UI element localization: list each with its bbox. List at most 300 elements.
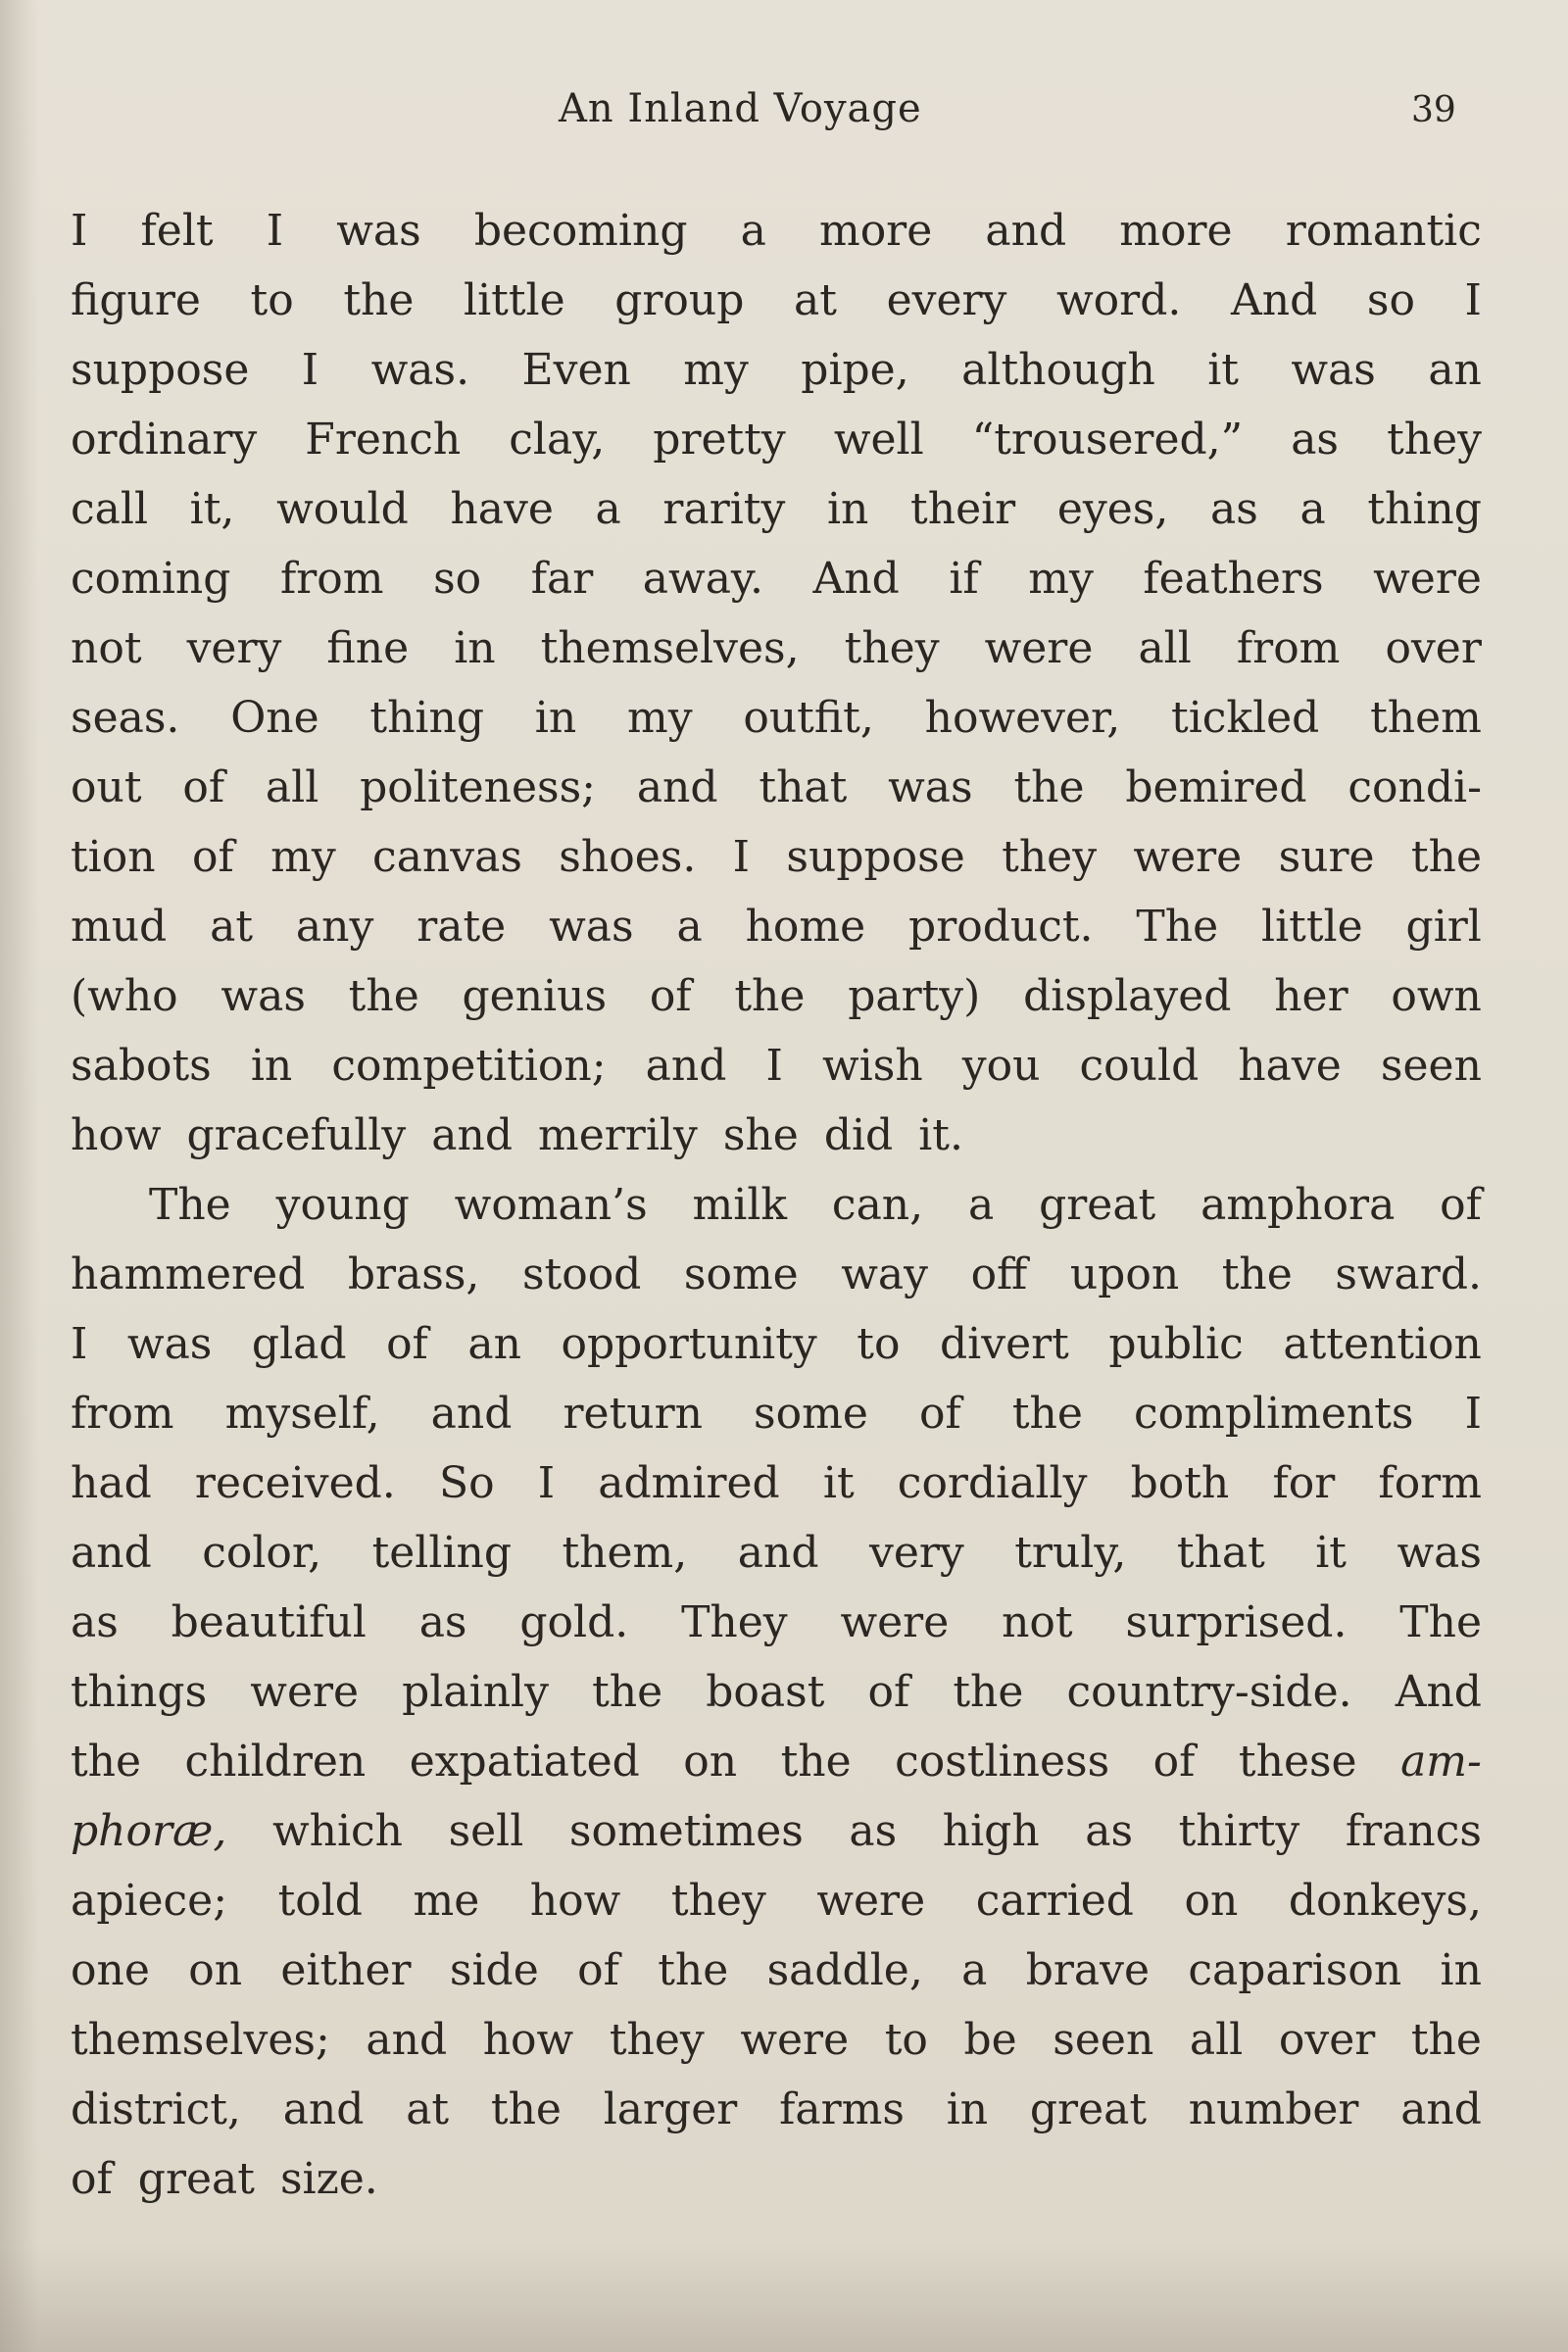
word: were [1133, 832, 1243, 882]
word: were [840, 1597, 950, 1647]
word: and [636, 762, 718, 812]
word: cordially [897, 1458, 1088, 1508]
word: great [1039, 1180, 1156, 1230]
word: my [626, 693, 693, 743]
word: them [1370, 693, 1482, 743]
word: was [220, 971, 306, 1021]
word: a [740, 206, 766, 256]
word: the [953, 1667, 1024, 1717]
word: sward. [1335, 1250, 1482, 1299]
word: boast [706, 1667, 825, 1717]
word: at [406, 2084, 450, 2134]
word: condi- [1348, 762, 1482, 812]
word: on [1184, 1876, 1239, 1926]
word: the [592, 1667, 663, 1717]
text-line [71, 753, 1482, 822]
word: seen [1053, 2015, 1154, 2065]
word: apiece; [71, 1876, 228, 1926]
text-line [71, 1518, 1482, 1588]
word: my [683, 345, 749, 395]
word: (who [71, 971, 178, 1021]
word: from [71, 1389, 174, 1439]
word: have [450, 484, 554, 534]
word: which [271, 1806, 403, 1856]
word: were [1373, 554, 1482, 604]
word: more [1119, 206, 1233, 256]
word: I [732, 832, 751, 882]
word: they [1387, 415, 1482, 465]
word: home [745, 902, 866, 952]
word: milk [692, 1180, 788, 1230]
word: competition; [331, 1041, 607, 1091]
word: were [250, 1667, 360, 1717]
word: in [946, 2084, 989, 2134]
word: be [963, 2015, 1017, 2065]
word: opportunity [561, 1319, 817, 1369]
word: truly, [1014, 1528, 1127, 1578]
word: in [1440, 1945, 1482, 1995]
word: of [1152, 1737, 1196, 1787]
text-line [71, 2075, 1482, 2144]
word: was [336, 206, 421, 256]
word: attention [1283, 1319, 1482, 1369]
word: return [563, 1389, 703, 1439]
word: telling [371, 1528, 513, 1578]
word: stood [521, 1250, 642, 1299]
word: from [279, 554, 384, 604]
text-line [71, 822, 1482, 892]
word: of [182, 762, 225, 812]
word: was [1396, 1528, 1482, 1578]
text-line [71, 544, 1482, 613]
word: to [857, 1319, 901, 1369]
word: in [250, 1041, 293, 1091]
word: The [1136, 902, 1219, 952]
word: could [1079, 1041, 1200, 1091]
word: fine [326, 623, 410, 673]
text-line [71, 683, 1482, 753]
text-line [71, 335, 1482, 405]
word: bemired [1125, 762, 1307, 812]
word: brass, [347, 1250, 480, 1299]
word: party) [848, 971, 981, 1021]
page-shadow [0, 2244, 1568, 2352]
word: that [1176, 1528, 1265, 1578]
word: over [1385, 623, 1482, 673]
word: although [961, 345, 1155, 395]
text-line [71, 1031, 1482, 1101]
text-line [71, 1448, 1482, 1518]
word: brave [1025, 1945, 1151, 1995]
word: either [280, 1945, 412, 1995]
word: suppose [786, 832, 965, 882]
word: great [137, 2154, 255, 2204]
word: the [1221, 1250, 1293, 1299]
word: all [1138, 623, 1192, 673]
word: francs [1345, 1806, 1482, 1856]
word: gold. [519, 1597, 629, 1647]
word: at [794, 275, 837, 325]
word: public [1108, 1319, 1244, 1369]
word: surprised. [1125, 1597, 1348, 1647]
word: would [276, 484, 409, 534]
word: district, [71, 2084, 241, 2134]
word: size. [279, 2154, 378, 2204]
text-line [71, 1936, 1482, 2005]
word: genius [462, 971, 608, 1021]
word: donkeys, [1288, 1876, 1482, 1926]
word: received. [194, 1458, 396, 1508]
page-number: 39 [1411, 90, 1456, 130]
word: and [737, 1528, 819, 1578]
word: can, [831, 1180, 924, 1230]
word: sell [448, 1806, 524, 1856]
word: a [961, 1945, 988, 1995]
word: how [529, 1876, 621, 1926]
word: were [740, 2015, 850, 2065]
word: The [1399, 1597, 1482, 1647]
word: a [967, 1180, 995, 1230]
word: the [348, 971, 419, 1021]
text-line [71, 1588, 1482, 1657]
word: color, [202, 1528, 322, 1578]
word: And [812, 554, 900, 604]
word: felt [140, 206, 214, 256]
word: well [833, 415, 924, 465]
text-line [71, 266, 1482, 335]
word: high [942, 1806, 1040, 1856]
word: and [282, 2084, 365, 2134]
word: sure [1278, 832, 1375, 882]
word: out [71, 762, 142, 812]
word: an [467, 1319, 521, 1369]
word: of [191, 832, 234, 882]
word: politeness; [360, 762, 597, 812]
word: becoming [473, 206, 688, 256]
word: as [849, 1806, 898, 1856]
word: and [430, 1389, 513, 1439]
word: way [841, 1250, 929, 1299]
word: how [482, 2015, 574, 2065]
text-line [71, 1309, 1482, 1379]
text-line [71, 1170, 1482, 1240]
text-line [71, 196, 1482, 266]
word: was [126, 1319, 213, 1369]
word: hammered [71, 1250, 306, 1299]
word: as [71, 1597, 119, 1647]
word: compliments [1133, 1389, 1414, 1439]
word: it, [189, 484, 235, 534]
word: canvas [372, 832, 522, 882]
word: on [188, 1945, 243, 1995]
word: as [1291, 415, 1339, 465]
word: divert [939, 1319, 1069, 1369]
word: they [670, 1876, 766, 1926]
word: of [649, 971, 692, 1021]
word: on [683, 1737, 738, 1787]
word: clay, [509, 415, 606, 465]
word: they [1002, 832, 1098, 882]
word: these [1238, 1737, 1357, 1787]
word: outfit, [743, 693, 874, 743]
word: phoræ, [71, 1806, 227, 1856]
word: themselves; [71, 2015, 330, 2065]
word: sabots [71, 1041, 212, 1091]
word: romantic [1285, 206, 1482, 256]
word: of [71, 2154, 113, 2204]
word: myself, [224, 1389, 380, 1439]
word: was [549, 902, 634, 952]
word: more [818, 206, 933, 256]
word: not [1002, 1597, 1073, 1647]
word: merrily [538, 1110, 698, 1160]
word: away. [642, 554, 763, 604]
word: an [1428, 345, 1482, 395]
word: very [186, 623, 282, 673]
word: them, [562, 1528, 688, 1578]
word: form [1378, 1458, 1482, 1508]
word: as [418, 1597, 467, 1647]
word: own [1391, 971, 1482, 1021]
word: very [868, 1528, 964, 1578]
word: a [595, 484, 621, 534]
text-line [71, 2005, 1482, 2075]
word: things [71, 1667, 208, 1717]
word: and [431, 1110, 513, 1160]
word: of [1440, 1180, 1482, 1230]
word: shoes. [559, 832, 697, 882]
word: and [71, 1528, 152, 1578]
word: coming [71, 554, 231, 604]
word: how [71, 1110, 162, 1160]
word: of [386, 1319, 428, 1369]
word: as [1085, 1806, 1134, 1856]
word: to [250, 275, 294, 325]
word: amphora [1200, 1180, 1396, 1230]
word: and [366, 2015, 448, 2065]
word: thing [369, 693, 485, 743]
word: any [295, 902, 374, 952]
word: number [1188, 2084, 1359, 2134]
word: saddle, [766, 1945, 923, 1995]
word: I [1464, 275, 1482, 325]
word: was. [370, 345, 470, 395]
word: girl [1405, 902, 1482, 952]
word: thirty [1178, 1806, 1300, 1856]
word: the [343, 275, 415, 325]
word: And [1395, 1667, 1482, 1717]
word: of [577, 1945, 619, 1995]
word: told [277, 1876, 363, 1926]
word: pretty [653, 415, 786, 465]
text-line [71, 1379, 1482, 1448]
word: one [71, 1945, 150, 1995]
word: both [1130, 1458, 1230, 1508]
word: the [1410, 832, 1482, 882]
word: word. [1056, 275, 1182, 325]
word: I [1464, 1389, 1482, 1439]
word: they [609, 2015, 705, 2065]
word: larger [603, 2084, 738, 2134]
word: French [305, 415, 462, 465]
word: however, [924, 693, 1121, 743]
word: pipe, [801, 345, 909, 395]
word: in [454, 623, 496, 673]
word: I [71, 206, 88, 256]
word: call [71, 484, 149, 534]
word: that [759, 762, 848, 812]
text-line [71, 405, 1482, 474]
text-line [71, 1240, 1482, 1309]
word: ordinary [71, 415, 258, 465]
word: it [1315, 1528, 1347, 1578]
word: I [71, 1319, 88, 1369]
word: I [537, 1458, 556, 1508]
word: seen [1380, 1041, 1482, 1091]
word: displayed [1023, 971, 1232, 1021]
word: I [266, 206, 284, 256]
running-head-title: An Inland Voyage [559, 86, 922, 131]
word: and [1400, 2084, 1482, 2134]
word: And [1230, 275, 1318, 325]
word: carried [975, 1876, 1134, 1926]
word: little [1261, 902, 1363, 952]
word: so [1366, 275, 1415, 325]
word: my [270, 832, 336, 882]
word: of [867, 1667, 910, 1717]
word: the [658, 1945, 729, 1995]
word: the [734, 971, 806, 1021]
word: little [464, 275, 565, 325]
word: The [149, 1180, 231, 1230]
word: all [1189, 2015, 1244, 2065]
word: One [230, 693, 319, 743]
word: tion [71, 832, 156, 882]
text-line [71, 613, 1482, 683]
word: had [71, 1458, 152, 1508]
word: suppose [71, 345, 250, 395]
word: I [765, 1041, 783, 1091]
word: for [1272, 1458, 1336, 1508]
text-line [71, 892, 1482, 961]
word: her [1274, 971, 1348, 1021]
word: at [210, 902, 254, 952]
word: have [1238, 1041, 1342, 1091]
word: am- [1400, 1737, 1482, 1787]
word: glad [251, 1319, 347, 1369]
word: they [844, 623, 940, 673]
word: my [1028, 554, 1094, 604]
word: young [275, 1180, 410, 1230]
word: the [1013, 762, 1085, 812]
word: if [949, 554, 979, 604]
text-line [71, 1101, 1482, 1170]
word: the [1011, 1389, 1083, 1439]
text-line [71, 1866, 1482, 1936]
word: So [438, 1458, 495, 1508]
word: caparison [1188, 1945, 1402, 1995]
word: as [1210, 484, 1258, 534]
word: expatiated [409, 1737, 640, 1787]
word: figure [71, 275, 201, 325]
word: feathers [1143, 554, 1324, 604]
word: it [822, 1458, 855, 1508]
word: rarity [662, 484, 786, 534]
word: children [184, 1737, 367, 1787]
word: from [1236, 623, 1341, 673]
word: were [816, 1876, 926, 1926]
word: in [534, 693, 577, 743]
word: the [71, 1737, 142, 1787]
word: eyes, [1056, 484, 1169, 534]
word: beautiful [171, 1597, 367, 1647]
text-line [71, 1657, 1482, 1727]
word: tickled [1171, 693, 1320, 743]
word: farms [779, 2084, 905, 2134]
word: it. [918, 1110, 963, 1160]
word: woman’s [454, 1180, 648, 1230]
word: rate [416, 902, 507, 952]
word: a [1299, 484, 1326, 534]
word: upon [1069, 1250, 1180, 1299]
word: the [780, 1737, 852, 1787]
word: it [1207, 345, 1239, 395]
word: some [754, 1389, 868, 1439]
text-line [71, 2144, 1482, 2214]
text-line [71, 474, 1482, 544]
word: plainly [402, 1667, 549, 1717]
word: were [984, 623, 1094, 673]
word: and [645, 1041, 727, 1091]
word: costliness [895, 1737, 1110, 1787]
word: group [614, 275, 745, 325]
word: great [1029, 2084, 1148, 2134]
text-line [71, 1727, 1482, 1796]
word: country-side. [1066, 1667, 1352, 1717]
word: to [884, 2015, 928, 2065]
word: some [683, 1250, 799, 1299]
word: thing [1367, 484, 1482, 534]
word: of [918, 1389, 961, 1439]
word: their [910, 484, 1016, 534]
word: sometimes [568, 1806, 804, 1856]
word: all [265, 762, 319, 812]
word: side [449, 1945, 539, 1995]
word: me [413, 1876, 480, 1926]
word: and [985, 206, 1067, 256]
text-line [71, 961, 1482, 1031]
word: product. [908, 902, 1094, 952]
word: not [71, 623, 142, 673]
word: seas. [71, 693, 180, 743]
word: “trousered,” [971, 415, 1244, 465]
word: in [826, 484, 869, 534]
word: mud [71, 902, 168, 952]
word: over [1278, 2015, 1376, 2065]
word: so [433, 554, 482, 604]
word: themselves, [540, 623, 800, 673]
word: was [888, 762, 973, 812]
word: They [681, 1597, 788, 1647]
word: wish [822, 1041, 923, 1091]
word: did [823, 1110, 894, 1160]
word: a [676, 902, 703, 952]
word: far [530, 554, 594, 604]
word: gracefully [186, 1110, 407, 1160]
word: every [886, 275, 1007, 325]
word: you [961, 1041, 1041, 1091]
word: was [1291, 345, 1376, 395]
